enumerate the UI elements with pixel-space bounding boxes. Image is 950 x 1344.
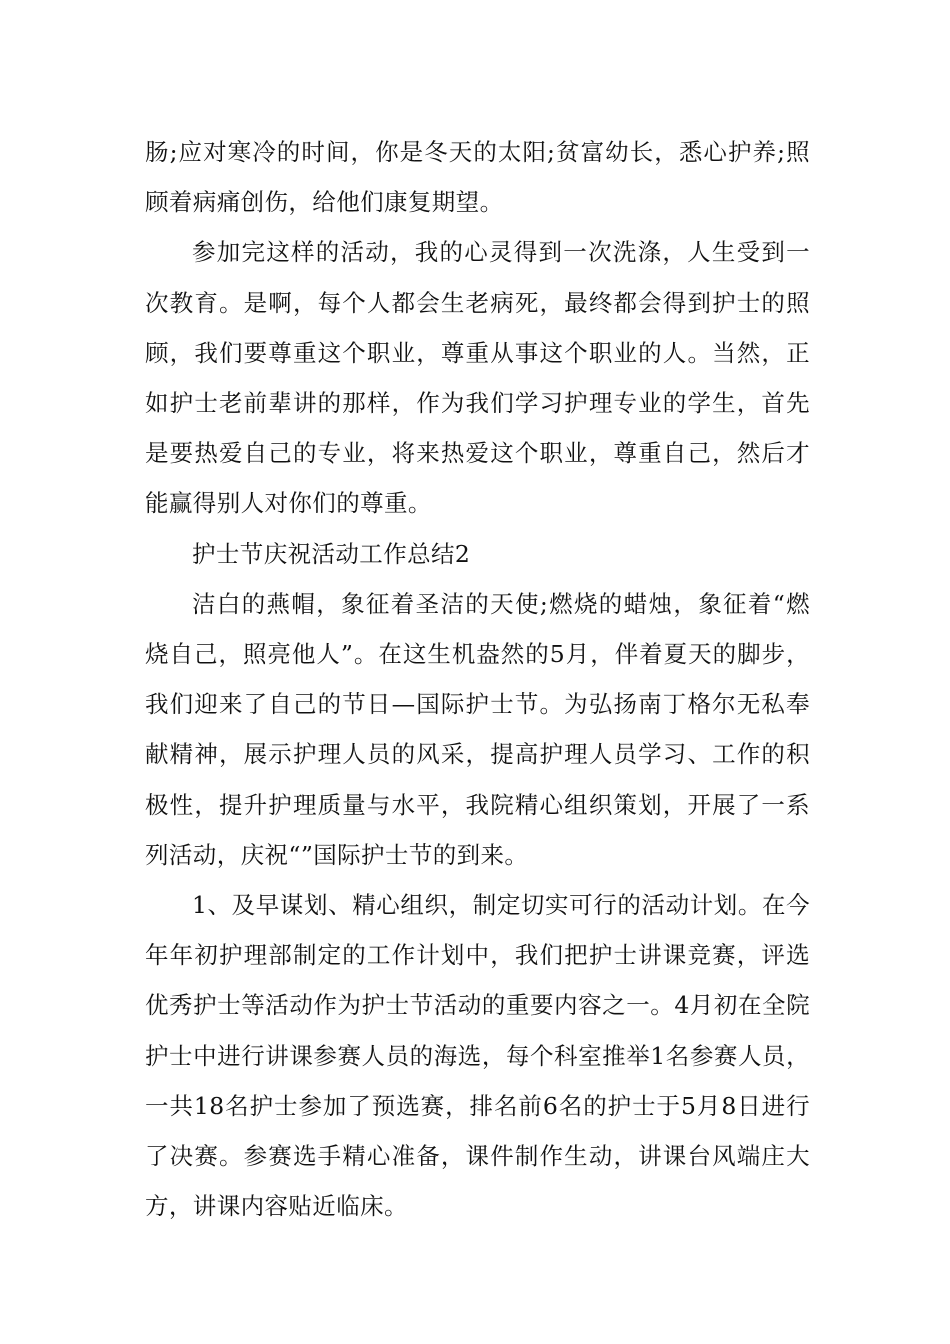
section-heading: 护士节庆祝活动工作总结2	[192, 539, 471, 568]
paragraph-reflection: 参加完这样的活动，我的心灵得到一次洗涤，人生受到一次教育。是啊，每个人都会生老病死，最终都会得到护士的照顾，我们要尊重这个职业，尊重从事这个职业的人。当然，正如护士老前辈讲的那样，作为我们学习护理专业的学生，首先是要热爱自己的专业，将来热爱这个职业，尊重自己，然后才能赢得别人对你们的尊重。	[145, 238, 810, 518]
paragraph-intro: 洁白的燕帽，象征着圣洁的天使;燃烧的蜡烛，象征着“燃烧自己，照亮他人”。在这生机盎然的5月，伴着夏天的脚步，我们迎来了自己的节日—国际护士节。为弘扬南丁格尔无私奉献精神，展示护理人员的风采，提高护理人员学习、工作的积极性，提升护理质量与水平，我院精心组织策划，开展了一系列活动，庆祝“”国际护士节的到来。	[145, 589, 810, 869]
paragraph-continuation: 肠;应对寒冷的时间，你是冬天的太阳;贫富幼长，悉心护养;照顾着病痛创伤，给他们康复期望。	[145, 138, 810, 217]
document-body	[145, 127, 810, 1231]
paragraph-item-1: 1、及早谋划、精心组织，制定切实可行的活动计划。在今年年初护理部制定的工作计划中，我们把护士讲课竞赛，评选优秀护士等活动作为护士节活动的重要内容之一。4月初在全院护士中进行讲课参赛人员的海选，每个科室推举1名参赛人员，一共18名护士参加了预选赛，排名前6名的护士于5月8日进行了决赛。参赛选手精心准备，课件制作生动，讲课台风端庄大方，讲课内容贴近临床。	[145, 891, 810, 1221]
